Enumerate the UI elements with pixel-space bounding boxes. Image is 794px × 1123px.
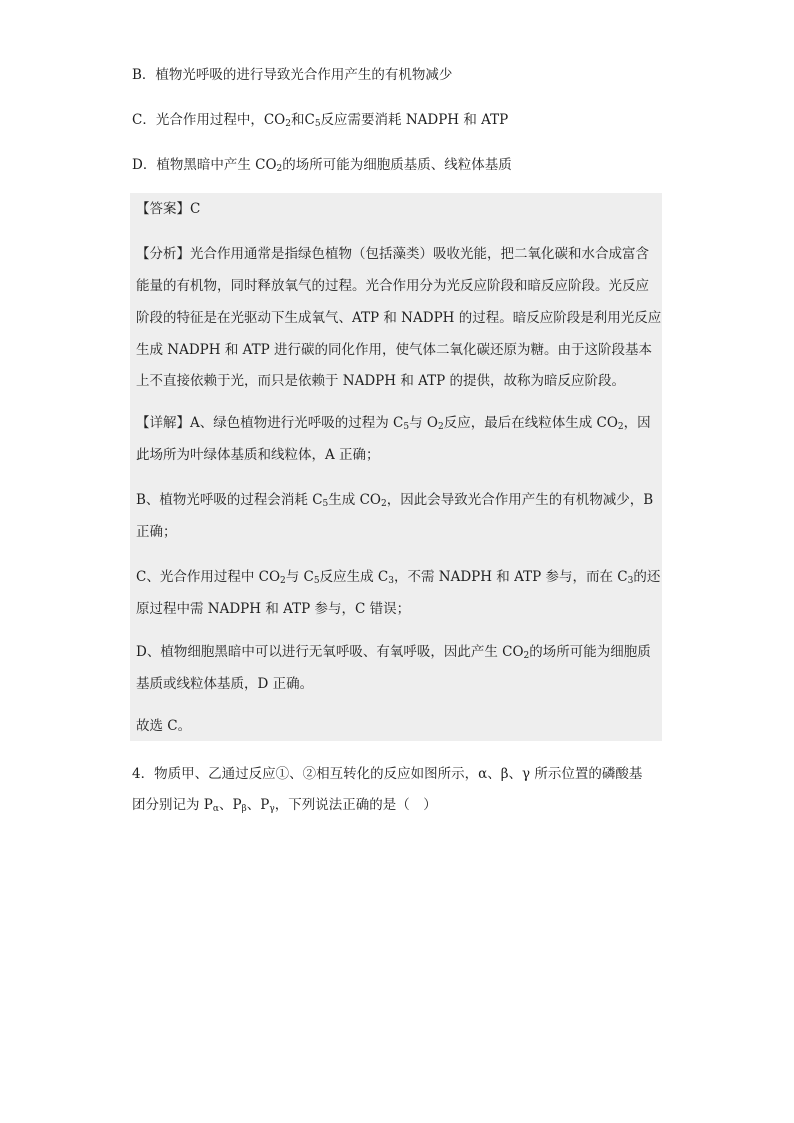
- analysis-line: 能量的有机物，同时释放氧气的过程。光合作用分为光反应阶段和暗反应阶段。光反应: [136, 278, 649, 294]
- option-b: B．植物光呼吸的进行导致光合作用产生的有机物减少: [132, 67, 453, 83]
- question-4-line: 4．物质甲、乙通过反应①、②相互转化的反应如图所示，α、β、γ 所示位置的磷酸基: [132, 766, 643, 782]
- detail-d-line: 基质或线粒体基质，D 正确。: [136, 676, 314, 692]
- detail-c-line: C、光合作用过程中 $CO_2$与 $C_5$反应生成 $C_3$，不需 NADPH 和 ATP 参与，而在 $C_3$的还: [136, 569, 661, 586]
- answer-label: 【答案】C: [136, 201, 201, 217]
- option-d: D．植物黑暗中产生 $CO_2$的场所可能为细胞质基质、线粒体基质: [132, 157, 512, 174]
- question-4-line: 团分别记为 $P_\alpha$、$P_\beta$、$P_\gamma$，下列说法正确的是（ ）: [132, 797, 437, 814]
- detail-c-line: 原过程中需 NADPH 和 ATP 参与，C 错误；: [136, 601, 411, 617]
- detail-b-line: 正确；: [136, 524, 177, 540]
- detail-a-line: 【详解】A、绿色植物进行光呼吸的过程为 $C_5$与 $O_2$反应，最后在线粒体生成 $CO_2$，因: [136, 415, 651, 432]
- detail-d-line: D、植物细胞黑暗中可以进行无氧呼吸、有氧呼吸，因此产生 $CO_2$的场所可能为细胞质: [136, 644, 651, 661]
- detail-a-line: 此场所为叶绿体基质和线粒体，A 正确；: [136, 447, 380, 463]
- analysis-line: 上不直接依赖于光，而只是依赖于 NADPH 和 ATP 的提供，故称为暗反应阶段。: [136, 373, 626, 389]
- analysis-line: 生成 NADPH 和 ATP 进行碳的同化作用，使气体二氧化碳还原为糖。由于这阶段基本: [136, 342, 653, 358]
- detail-b-line: B、植物光呼吸的过程会消耗 $C_5$生成 $CO_2$，因此会导致光合作用产生的有机物减少，B: [136, 492, 654, 509]
- analysis-line: 阶段的特征是在光驱动下生成氧气、ATP 和 NADPH 的过程。暗反应阶段是利用光反应: [136, 310, 662, 326]
- analysis-line: 【分析】光合作用通常是指绿色植物（包括藻类）吸收光能，把二氧化碳和水合成富含: [136, 246, 649, 262]
- option-c: C．光合作用过程中，$CO_2$和$C_5$反应需要消耗 NADPH 和 ATP: [132, 112, 509, 129]
- answer-box: [130, 193, 662, 741]
- answer-conclusion: 故选 C。: [136, 718, 192, 734]
